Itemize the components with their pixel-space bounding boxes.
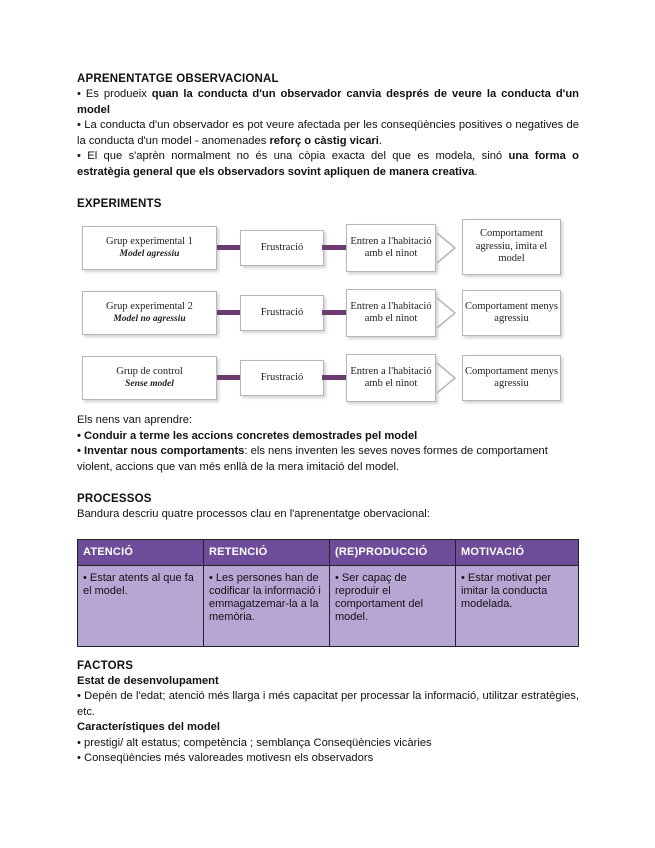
learned-bullet-2: • Inventar nous comportaments: els nens inventen les seves noves formes de comportament violent, accions que van més enllà de la mera imitació del model. (77, 445, 548, 473)
frustration-label: Frustració (260, 241, 304, 253)
learned-intro: Els nens van aprendre: (77, 414, 193, 426)
frustration-label: Frustració (260, 306, 304, 318)
frustration-box (240, 360, 324, 396)
chevron-right-icon (434, 296, 460, 330)
enter-room-label: Entren a l'habitació amb el ninot (350, 235, 432, 259)
group-box-2 (82, 291, 217, 335)
experiment-row-1 (82, 223, 565, 273)
connector-bar (322, 375, 346, 380)
experiment-row-3 (82, 353, 565, 403)
connector-bar (217, 245, 240, 250)
factor-subtitle-2: Característiques del model (77, 721, 221, 733)
header-attention: ATENCIÓ (78, 539, 204, 565)
group-box-1 (82, 226, 217, 270)
table-row (78, 565, 579, 646)
model-label: Sense model (125, 379, 174, 389)
section-title-processes: PROCESSOS (77, 493, 152, 505)
cell-retention: • Les persones han de codificar la informació i emmagatzemar-la a la memòria. (204, 565, 330, 646)
enter-room-label: Entren a l'habitació amb el ninot (350, 365, 432, 389)
frustration-box (240, 295, 324, 331)
observational-bullet-1: • Es produeix quan la conducta d'un observador canvia després de veure la conducta d'un model (77, 88, 579, 116)
chevron-right-icon (434, 231, 460, 265)
connector-bar (322, 245, 346, 250)
group-label: Grup experimental 2 (106, 300, 193, 312)
cell-reproduction: • Ser capaç de reproduir el comportament del model. (330, 565, 456, 646)
section-title-factors: FACTORS (77, 659, 134, 672)
experiments-diagram (82, 223, 565, 409)
enter-room-box (346, 289, 436, 337)
group-label: Grup experimental 1 (106, 235, 193, 247)
processes-table (77, 539, 579, 647)
table-header-row (78, 539, 579, 565)
enter-room-box (346, 354, 436, 402)
outcome-label: Comportament menys agressiu (464, 300, 559, 324)
connector-bar (217, 310, 240, 315)
model-label: Model agressiu (119, 249, 180, 259)
model-label: Model no agressiu (113, 314, 186, 324)
cell-attention: • Estar atents al que fa el model. (78, 565, 204, 646)
group-label: Grup de control (116, 365, 183, 377)
factor-bullet-1: • prestigi/ alt estatus; competència ; semblança Conseqüències vicàries (77, 736, 432, 749)
learned-bullet-1: • Conduir a terme les accions concretes demostrades pel model (77, 429, 418, 442)
connector-bar (217, 375, 240, 380)
header-retention: RETENCIÓ (204, 539, 330, 565)
observational-bullet-2: • La conducta d'un observador es pot veure afectada per les conseqüències positives o negatives de la conducta d'un model - anomenades reforç o càstig vicari. (77, 119, 579, 147)
processes-intro: Bandura descriu quatre processos clau en l'aprenentatge obervacional: (77, 508, 430, 520)
header-motivation: MOTIVACIÓ (456, 539, 579, 565)
outcome-box (462, 219, 561, 275)
experiment-row-2 (82, 288, 565, 338)
section-title-observational: APRENENTATGE OBSERVACIONAL (77, 73, 279, 85)
factor-text-1: • Depèn de l'edat; atenció més llarga i més capacitat per processar la informació, utilitzar estratègies, etc. (77, 690, 579, 718)
enter-room-box (346, 224, 436, 272)
outcome-box (462, 355, 561, 401)
header-reproduction: (RE)PRODUCCIÓ (330, 539, 456, 565)
connector-bar (322, 310, 346, 315)
cell-motivation: • Estar motivat per imitar la conducta modelada. (456, 565, 579, 646)
frustration-box (240, 230, 324, 266)
document-page (77, 72, 579, 767)
observational-bullet-3: • El que s'aprèn normalment no és una còpia exacta del que es modela, sinó una forma o estratègia general que els observadors sovint apliquen de manera creativa. (77, 150, 579, 178)
outcome-box (462, 290, 561, 336)
frustration-label: Frustració (260, 371, 304, 383)
outcome-label: Comportament menys agressiu (464, 365, 559, 389)
factor-subtitle-1: Estat de desenvolupament (77, 674, 219, 687)
enter-room-label: Entren a l'habitació amb el ninot (350, 300, 432, 324)
group-box-3 (82, 356, 217, 400)
chevron-right-icon (434, 361, 460, 395)
outcome-label: Comportament agressiu, imita el model (475, 228, 548, 265)
factor-bullet-2: • Conseqüències més valoreades motivesn els observadors (77, 752, 374, 764)
section-title-experiments: EXPERIMENTS (77, 198, 162, 210)
